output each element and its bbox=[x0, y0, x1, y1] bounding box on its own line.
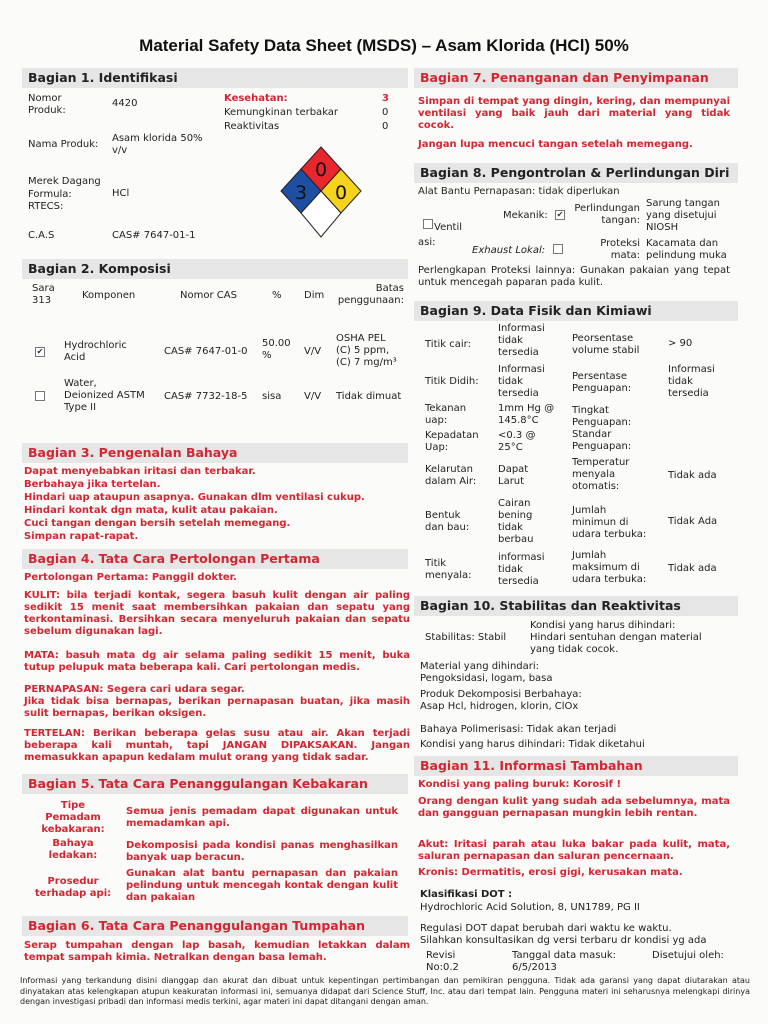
formula-value: HCl bbox=[112, 188, 130, 199]
temperatur-menyala-value: Tidak ada bbox=[668, 470, 717, 481]
proteksi-mata-value: Kacamata dan pelindung muka bbox=[646, 238, 727, 261]
nama-produk-label: Nama Produk: bbox=[28, 139, 99, 150]
pertolongan-mata: MATA: basuh mata dg air selama paling sedikit 15 menit, buka tutup pelupuk mata beberapa kali. Cari pertolongan medis. bbox=[24, 650, 410, 673]
section-11-header: Bagian 11. Informasi Tambahan bbox=[414, 756, 738, 776]
kelarutan-label: Kelarutan dalam Air: bbox=[425, 464, 477, 487]
section-2-header: Bagian 2. Komposisi bbox=[22, 259, 408, 279]
efek-kronis: Kronis: Dermatitis, erosi gigi, kerusakan mata. bbox=[418, 867, 683, 878]
titik-didih-label: Titik Didih: bbox=[425, 376, 479, 387]
jumlah-minimum-value: Tidak Ada bbox=[668, 516, 718, 527]
titik-cair-value: Informasi tidak tersedia bbox=[498, 323, 545, 358]
material-dihindari: Material yang dihindari: Pengoksidasi, logam, basa bbox=[420, 661, 553, 684]
exhaust-lokal-label: Exhaust Lokal: bbox=[472, 245, 546, 256]
nfpa-diamond-icon bbox=[278, 143, 364, 241]
orang-rentan: Orang dengan kulit yang sudah ada sebelumnya, mata dan gangguan pernapasan mungkin lebih rentan. bbox=[418, 796, 730, 819]
klasifikasi-dot-value: Hydrochloric Acid Solution, 8, UN1789, PG II bbox=[420, 902, 640, 913]
titik-menyala-value: informasi tidak tersedia bbox=[498, 552, 545, 587]
tipe-pemadam-label: Tipe Pemadam kebakaran: bbox=[41, 800, 105, 835]
col-sara: Sara 313 bbox=[32, 283, 55, 306]
sara-checkbox-hcl[interactable]: ✔ bbox=[36, 347, 44, 356]
batas-hcl: OSHA PEL (C) 5 ppm, (C) 7 mg/m³ bbox=[336, 333, 397, 368]
penyimpanan-text: Simpan di tempat yang dingin, kering, dan mempunyai ventilasi yang baik jauh dari material yang tidak cocok. bbox=[418, 96, 730, 131]
sara-checkbox-water[interactable] bbox=[35, 391, 45, 401]
batas-water: Tidak dimuat bbox=[336, 391, 402, 402]
titik-menyala-label: Titik menyala: bbox=[425, 558, 472, 581]
cas-value: CAS# 7647-01-1 bbox=[112, 230, 196, 241]
bahaya-line-2: Berbahaya jika tertelan. bbox=[24, 479, 161, 490]
produk-dekomposisi: Produk Dekomposisi Berbahaya: Asap Hcl, hidrogen, klorin, ClOx bbox=[420, 689, 582, 712]
prosedur-api-label: Prosedur terhadap api: bbox=[34, 876, 112, 899]
bentuk-bau-value: Cairan bening tidak berbau bbox=[498, 498, 534, 545]
disetujui-oleh: Disetujui oleh: bbox=[652, 950, 724, 961]
stabilitas-label: Stabilitas: Stabil bbox=[425, 632, 507, 643]
ventilasi-label: Ventil asi: bbox=[418, 222, 463, 248]
mekanik-label: Mekanik: bbox=[503, 210, 548, 221]
section-1-header: Bagian 1. Identifikasi bbox=[22, 68, 408, 88]
volume-stabil-label: Peorsentase volume stabil bbox=[572, 333, 640, 356]
exhaust-checkbox[interactable] bbox=[553, 244, 563, 254]
tingkat-penguapan-label: Tingkat Penguapan: Standar Penguapan: bbox=[572, 405, 632, 452]
section-4-header: Bagian 4. Tata Cara Pertolongan Pertama bbox=[22, 549, 408, 569]
dim-hcl: V/V bbox=[304, 346, 322, 357]
section-3-header: Bagian 3. Pengenalan Bahaya bbox=[22, 443, 408, 463]
revisi: Revisi No:0.2 bbox=[426, 950, 459, 973]
section-6-header: Bagian 6. Tata Cara Penanggulangan Tumpahan bbox=[22, 916, 408, 936]
bentuk-bau-label: Bentuk dan bau: bbox=[425, 510, 470, 533]
prosedur-api-value: Gunakan alat bantu pernapasan dan pakaian pelindung untuk mencegah kontak dengan kulit dan pakaian bbox=[126, 868, 398, 903]
col-batas: Batas penggunaan: bbox=[337, 283, 404, 306]
pct-water: sisa bbox=[262, 391, 282, 402]
document-title: Material Safety Data Sheet (MSDS) – Asam Klorida (HCl) 50% bbox=[139, 36, 629, 55]
tumpahan-text: Serap tumpahan dengan lap basah, kemudian letakkan dalam tempat sampah kimia. Netralkan dengan basa lemah. bbox=[24, 940, 410, 963]
col-percent: % bbox=[272, 290, 282, 301]
kondisi-dihindari: Kondisi yang harus dihindari: Hindari sentuhan dengan material yang tidak cocok. bbox=[530, 620, 702, 655]
bahaya-line-6: Simpan rapat-rapat. bbox=[24, 531, 139, 542]
bahaya-ledakan-label: Bahaya ledakan: bbox=[48, 838, 98, 861]
tanggal-data-masuk: Tanggal data masuk: 6/5/2013 bbox=[512, 950, 616, 973]
jumlah-maksimum-label: Jumlah maksimum di udara terbuka: bbox=[572, 550, 647, 585]
kemungkinan-label: Kemungkinan terbakar bbox=[224, 107, 339, 118]
komponen-water: Water, Deionized ASTM Type II bbox=[64, 378, 145, 413]
persentase-penguapan-label: Persentase Penguapan: bbox=[572, 371, 632, 394]
col-komponen: Komponen bbox=[82, 290, 136, 301]
temperatur-menyala-label: Temperatur menyala otomatis: bbox=[572, 457, 630, 492]
section-10-header: Bagian 10. Stabilitas dan Reaktivitas bbox=[414, 596, 738, 616]
section-8-header: Bagian 8. Pengontrolan & Perlindungan Diri bbox=[414, 163, 738, 183]
efek-akut: Akut: Iritasi parah atau luka bakar pada kulit, mata, saluran pernapasan dan saluran pencernaan. bbox=[418, 839, 730, 862]
section-7-header: Bagian 7. Penanganan dan Penyimpanan bbox=[414, 68, 738, 88]
bahaya-line-5: Cuci tangan dengan bersih setelah memegang. bbox=[24, 518, 291, 529]
klasifikasi-dot-label: Klasifikasi DOT : bbox=[420, 889, 513, 900]
section-5-header: Bagian 5. Tata Cara Penanggulangan Kebakaran bbox=[22, 774, 408, 794]
reaktivitas-label: Reaktivitas bbox=[224, 121, 280, 132]
pertolongan-kulit: KULIT: bila terjadi kontak, segera basuh kulit dengan air paling sedikit 15 menit saat membersihkan pakaian dan sepatu yang terkontaminasi. Bersihkan secara menyeluruh pakaian dan sepatu sebelum digunakan lagi. bbox=[24, 590, 410, 637]
perlindungan-tangan-value: Sarung tangan yang disetujui NIOSH bbox=[646, 198, 720, 233]
nfpa-left-value: 3 bbox=[294, 182, 308, 204]
regulasi-dot: Regulasi DOT dapat berubah dari waktu ke waktu. Silahkan konsultasikan dg versi terbaru dr kondisi yg ada bbox=[420, 923, 707, 946]
col-nomor-cas: Nomor CAS bbox=[180, 290, 237, 301]
pertolongan-pernapasan: PERNAPASAN: Segera cari udara segar. Jika tidak bisa bernapas, berikan pernapasan buatan, jika masih sulit bernapas, berikan oksigen. bbox=[24, 684, 410, 719]
bahaya-line-4: Hindari kontak dgn mata, kulit atau pakaian. bbox=[24, 505, 278, 516]
pct-hcl: 50.00 % bbox=[262, 338, 291, 361]
bahaya-line-1: Dapat menyebabkan iritasi dan terbakar. bbox=[24, 466, 256, 477]
kesehatan-label: Kesehatan: bbox=[224, 93, 288, 104]
nomor-produk-label: Nomor Produk: bbox=[28, 93, 66, 116]
mekanik-checkbox[interactable]: ✔ bbox=[556, 210, 564, 219]
cas-hcl: CAS# 7647-01-0 bbox=[164, 346, 248, 357]
pertolongan-tertelan: TERTELAN: Berikan beberapa gelas susu atau air. Akan terjadi beberapa kali muntah, tapi JANGAN DIPAKSAKAN. Jangan memasukkan apapun kedalam mulut orang yang tidak sadar. bbox=[24, 728, 410, 763]
jumlah-minimum-label: Jumlah minimun di udara terbuka: bbox=[572, 505, 647, 540]
jumlah-maksimum-value: Tidak ada bbox=[668, 563, 717, 574]
bahaya-polimerisasi: Bahaya Polimerisasi: Tidak akan terjadi Kondisi yang harus dihindari: Tidak diketahui bbox=[420, 724, 645, 750]
reaktivitas-value: 0 bbox=[382, 121, 389, 132]
nfpa-top-value: 0 bbox=[314, 159, 328, 181]
nama-produk-value: Asam klorida 50% v/v bbox=[112, 133, 203, 156]
cas-label: C.A.S bbox=[28, 230, 55, 241]
kepadatan-uap-label: Kepadatan Uap: bbox=[425, 430, 479, 453]
tekanan-uap-label: Tekanan uap: bbox=[425, 403, 467, 426]
kesehatan-value: 3 bbox=[382, 93, 389, 104]
tipe-pemadam-value: Semua jenis pemadam dapat digunakan untuk memadamkan api. bbox=[126, 806, 398, 829]
penyimpanan-note: Jangan lupa mencuci tangan setelah memegang. bbox=[418, 139, 693, 150]
proteksi-mata-label: Proteksi mata: bbox=[600, 238, 640, 261]
perlengkapan-lainnya: Perlengkapan Proteksi lainnya: Gunakan pakaian yang tepat untuk mencegah paparan pada kulit. bbox=[418, 265, 730, 288]
pertolongan-umum: Pertolongan Pertama: Panggil dokter. bbox=[24, 572, 237, 583]
bahaya-ledakan-value: Dekomposisi pada kondisi panas menghasilkan banyak uap beracun. bbox=[126, 840, 398, 863]
titik-cair-label: Titik cair: bbox=[425, 339, 471, 350]
komponen-hcl: Hydrochloric Acid bbox=[64, 340, 127, 363]
volume-stabil-value: > 90 bbox=[668, 338, 693, 349]
disclaimer-footer: Informasi yang terkandung disini dianggap dan akurat dan dibuat untuk kepentingan pertimbangan dan pemikiran pengguna. Tidak ada garansi yang dapat diutarakan atau dinyatakan atas kelengkapan atupun keakuratan informasi ini, semuanya didapat dari Science Stuff, Inc. atau dari tempat lain. Pengguna materi ini seharusnya melengkapi dirinya dengan investigasi pribadi dan informasi medis terkini, agar materi ini dapat ditangani dengan aman. bbox=[20, 976, 750, 1006]
merek-formula-label: Merek Dagang Formula: RTECS: bbox=[28, 176, 101, 212]
kondisi-terburuk: Kondisi yang paling buruk: Korosif ! bbox=[418, 779, 622, 790]
alat-bantu-pernapasan: Alat Bantu Pernapasan: tidak diperlukan bbox=[418, 186, 620, 197]
perlindungan-tangan-label: Perlindungan tangan: bbox=[574, 203, 640, 226]
kemungkinan-value: 0 bbox=[382, 107, 389, 118]
persentase-penguapan-value: Informasi tidak tersedia bbox=[668, 364, 715, 399]
tekanan-uap-value: 1mm Hg @ 145.8°C bbox=[498, 403, 555, 426]
bahaya-line-3: Hindari uap ataupun asapnya. Gunakan dlm ventilasi cukup. bbox=[24, 492, 365, 503]
cas-water: CAS# 7732-18-5 bbox=[164, 391, 248, 402]
section-9-header: Bagian 9. Data Fisik dan Kimiawi bbox=[414, 301, 738, 321]
titik-didih-value: Informasi tidak tersedia bbox=[498, 364, 545, 399]
dim-water: V/V bbox=[304, 391, 322, 402]
nfpa-right-value: 0 bbox=[334, 182, 348, 204]
col-dim: Dim bbox=[304, 290, 325, 301]
nomor-produk-value: 4420 bbox=[112, 98, 138, 109]
kelarutan-value: Dapat Larut bbox=[498, 464, 529, 487]
kepadatan-uap-value: <0.3 @ 25°C bbox=[498, 430, 536, 453]
